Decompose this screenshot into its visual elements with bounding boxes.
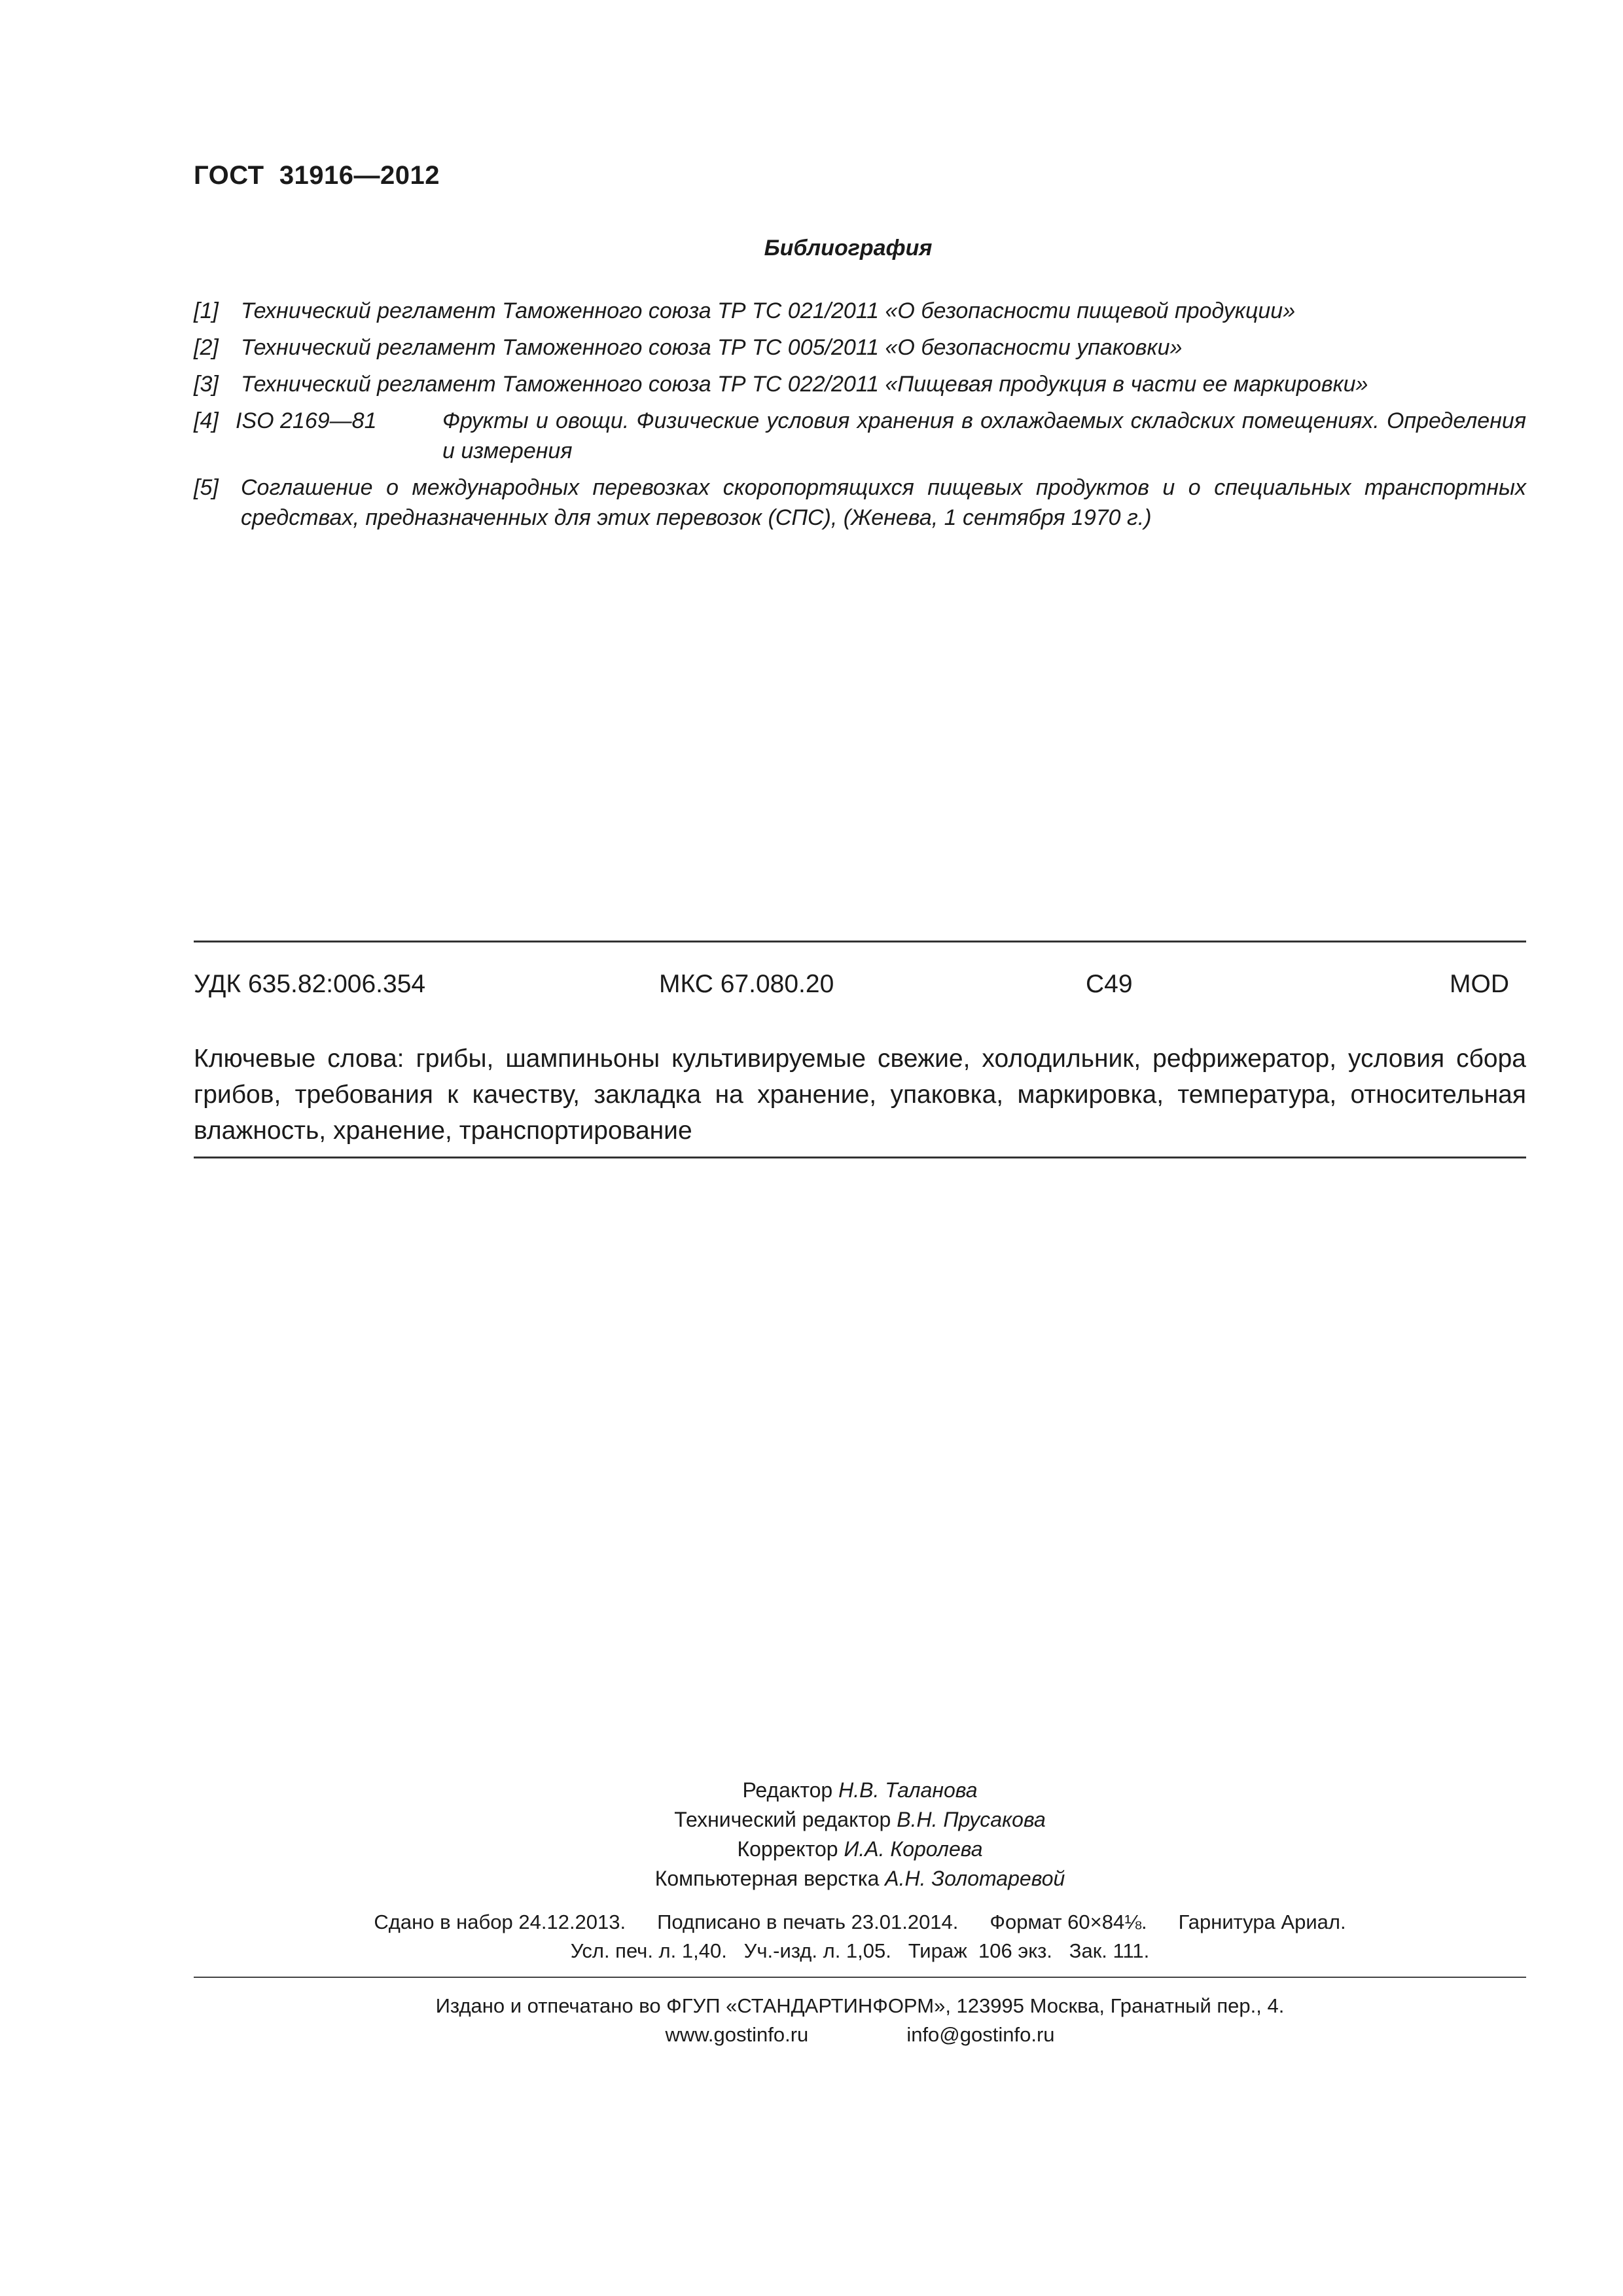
bibliography-item xyxy=(194,406,1526,466)
bibliography-item-text: Соглашение о международных перевозках скоропортящихся пищевых продуктов и о специальных транспортных средствах, предназначенных для этих перевозок (СПС), (Женева, 1 сентября 1970 г.) xyxy=(241,475,1526,530)
bibliography-item-number: [1] xyxy=(194,298,219,323)
udk-code: УДК 635.82:006.354 xyxy=(194,970,426,998)
publisher-info xyxy=(194,1992,1526,2049)
bibliography-item xyxy=(194,369,1526,399)
bibliography-item-text: Технический регламент Таможенного союза ТР ТС 021/2011 «О безопасности пищевой продукции» xyxy=(241,298,1296,323)
staff-role: Технический редактор xyxy=(674,1808,891,1831)
bibliography-item-text: Технический регламент Таможенного союза ТР ТС 022/2011 «Пищевая продукция в части ее маркировки» xyxy=(241,372,1368,397)
bibliography-item-number: [5] xyxy=(194,475,219,500)
bibliography-item-number: [4] xyxy=(194,408,219,433)
keywords-divider xyxy=(194,1157,1526,1158)
typeface: Гарнитура Ариал. xyxy=(1178,1910,1346,1933)
bibliography-item-number: [3] xyxy=(194,372,219,397)
signed-date: Подписано в печать 23.01.2014. xyxy=(657,1910,959,1933)
bibliography-list xyxy=(194,296,1526,539)
staff-name: В.Н. Прусакова xyxy=(897,1808,1046,1831)
staff-line xyxy=(194,1835,1526,1864)
keywords: Ключевые слова: грибы, шампиньоны культивируемые свежие, холодильник, рефрижератор, условия сбора грибов, требования к качеству, закладка на хранение, упаковка, маркировка, температура, относительная влажность, хранение, транспортирование xyxy=(194,1045,1526,1145)
staff-name: А.Н. Золотаревой xyxy=(885,1867,1065,1890)
staff-line xyxy=(194,1805,1526,1835)
bibliography-item xyxy=(194,473,1526,533)
okp-code: С49 xyxy=(1086,970,1133,998)
staff-role: Редактор xyxy=(742,1778,833,1802)
email-link[interactable]: info@gostinfo.ru xyxy=(906,2023,1055,2046)
publisher-divider xyxy=(194,1977,1526,1978)
staff-line xyxy=(194,1776,1526,1805)
format: Формат 60×84⅛. xyxy=(990,1910,1147,1933)
print-info xyxy=(194,1908,1526,1965)
typeset-date: Сдано в набор 24.12.2013. xyxy=(374,1910,626,1933)
bibliography-item xyxy=(194,296,1526,326)
staff-role: Компьютерная верстка xyxy=(654,1867,880,1890)
publisher-line: Издано и отпечатано во ФГУП «СТАНДАРТИНФОРМ», 123995 Москва, Гранатный пер., 4. xyxy=(435,1994,1285,2017)
standard-code: ГОСТ 31916—2012 xyxy=(194,161,440,190)
bibliography-title: Библиография xyxy=(764,236,933,260)
print-info-line-2: Усл. печ. л. 1,40. Уч.-изд. л. 1,05. Тираж 106 экз. Зак. 111. xyxy=(570,1939,1150,1962)
bibliography-item xyxy=(194,332,1526,363)
staff-name: И.А. Королева xyxy=(844,1837,983,1861)
classification-row xyxy=(194,970,1516,1003)
staff-line xyxy=(194,1864,1526,1893)
editorial-staff xyxy=(194,1776,1526,1893)
website-link[interactable]: www.gostinfo.ru xyxy=(665,2023,809,2046)
top-divider xyxy=(194,941,1526,942)
bibliography-item-text: Технический регламент Таможенного союза ТР ТС 005/2011 «О безопасности упаковки» xyxy=(241,335,1183,360)
bibliography-item-code: ISO 2169—81 xyxy=(236,408,377,433)
bibliography-item-number: [2] xyxy=(194,335,219,360)
bibliography-item-text: Фрукты и овощи. Физические условия хранения в охлаждаемых складских помещениях. Определения и измерения xyxy=(442,408,1526,463)
publisher-contacts xyxy=(194,2020,1526,2049)
conformity-degree: MOD xyxy=(1450,970,1509,998)
staff-name: Н.В. Таланова xyxy=(838,1778,978,1802)
mks-code: МКС 67.080.20 xyxy=(659,970,834,998)
staff-role: Корректор xyxy=(737,1837,838,1861)
print-info-line-1 xyxy=(194,1908,1526,1937)
